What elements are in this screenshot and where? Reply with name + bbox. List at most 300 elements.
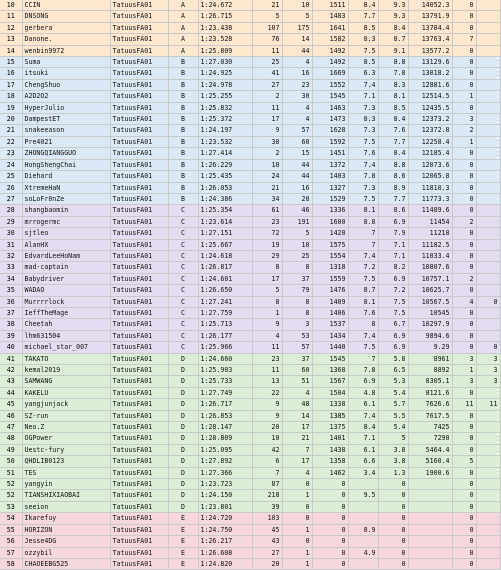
cell-incidents[interactable]: 0 (452, 45, 476, 56)
cell-extra[interactable] (476, 250, 500, 261)
cell-races[interactable]: 0 (282, 501, 312, 512)
cell-car-model[interactable]: TatuusFA01 (110, 45, 168, 56)
cell-group[interactable]: D (168, 387, 198, 398)
cell-driver-name[interactable]: HongShengChai (22, 159, 110, 170)
cell-row-number[interactable]: 30 (0, 228, 22, 239)
cell-car-model[interactable]: TatuusFA01 (110, 148, 168, 159)
cell-races[interactable]: 1 (282, 490, 312, 501)
cell-group[interactable]: D (168, 433, 198, 444)
cell-row-number[interactable]: 11 (0, 11, 22, 22)
cell-row-number[interactable]: 37 (0, 307, 22, 318)
cell-pace[interactable]: 9.3 (378, 11, 408, 22)
cell-rating[interactable]: 1492 (312, 45, 348, 56)
cell-car-model[interactable]: TatuusFA01 (110, 558, 168, 569)
table-row[interactable] (0, 513, 500, 524)
table-row[interactable] (0, 444, 500, 455)
cell-group[interactable]: D (168, 479, 198, 490)
cell-consistency[interactable]: 9.5 (348, 490, 378, 501)
cell-rating[interactable]: 1600 (312, 216, 348, 227)
cell-rating[interactable]: 1592 (312, 136, 348, 147)
cell-score[interactable]: 9894.6 (408, 330, 452, 341)
table-row[interactable] (0, 433, 500, 444)
cell-score[interactable] (408, 524, 452, 535)
cell-rating[interactable]: 1372 (312, 159, 348, 170)
cell-driver-name[interactable]: IeffTheMage (22, 307, 110, 318)
cell-extra[interactable] (476, 410, 500, 421)
cell-races[interactable]: 14 (282, 410, 312, 421)
cell-pace[interactable]: 8.1 (378, 91, 408, 102)
cell-incidents[interactable]: 0 (452, 467, 476, 478)
cell-pace[interactable]: 5.4 (378, 387, 408, 398)
table-row[interactable] (0, 171, 500, 182)
cell-group[interactable]: C (168, 319, 198, 330)
cell-rating[interactable]: 1476 (312, 285, 348, 296)
cell-rating[interactable]: 0 (312, 501, 348, 512)
cell-row-number[interactable]: 48 (0, 433, 22, 444)
cell-car-model[interactable]: TatuusFA01 (110, 136, 168, 147)
cell-incidents[interactable]: 0 (452, 68, 476, 79)
cell-best-lap[interactable]: 1:26.715 (198, 11, 252, 22)
cell-pace[interactable]: 5.7 (378, 399, 408, 410)
cell-best-lap[interactable]: 1:26.650 (198, 285, 252, 296)
table-row[interactable] (0, 410, 500, 421)
cell-extra[interactable] (476, 171, 500, 182)
cell-consistency[interactable]: 6.9 (348, 376, 378, 387)
cell-score[interactable]: 8892 (408, 365, 452, 376)
table-row[interactable] (0, 353, 500, 364)
cell-laps[interactable]: 20 (252, 558, 282, 569)
cell-races[interactable]: 4 (282, 387, 312, 398)
cell-score[interactable]: 10545 (408, 307, 452, 318)
cell-group[interactable]: B (168, 102, 198, 113)
cell-incidents[interactable]: 11 (452, 399, 476, 410)
cell-consistency[interactable]: 7.4 (348, 250, 378, 261)
cell-laps[interactable]: 61 (252, 205, 282, 216)
cell-laps[interactable]: 7 (252, 467, 282, 478)
cell-best-lap[interactable]: 1:26.217 (198, 536, 252, 547)
cell-consistency[interactable]: 4.8 (348, 387, 378, 398)
cell-group[interactable]: E (168, 524, 198, 535)
cell-driver-name[interactable]: yangyin (22, 479, 110, 490)
cell-group[interactable]: B (168, 171, 198, 182)
cell-races[interactable]: 17 (282, 456, 312, 467)
cell-row-number[interactable]: 12 (0, 22, 22, 33)
cell-rating[interactable]: 1409 (312, 296, 348, 307)
cell-laps[interactable]: 23 (252, 353, 282, 364)
cell-car-model[interactable]: TatuusFA01 (110, 456, 168, 467)
cell-car-model[interactable]: TatuusFA01 (110, 387, 168, 398)
cell-rating[interactable]: 1492 (312, 57, 348, 68)
cell-driver-name[interactable]: CHAOEEBG525 (22, 558, 110, 569)
cell-rating[interactable]: 1575 (312, 239, 348, 250)
table-row[interactable] (0, 524, 500, 535)
cell-group[interactable]: C (168, 273, 198, 284)
cell-best-lap[interactable]: 1:25.435 (198, 171, 252, 182)
cell-rating[interactable]: 1463 (312, 102, 348, 113)
cell-extra[interactable] (476, 45, 500, 56)
cell-incidents[interactable]: 0 (452, 558, 476, 569)
cell-rating[interactable]: 1511 (312, 0, 348, 11)
cell-rating[interactable]: 1385 (312, 410, 348, 421)
cell-laps[interactable]: 21 (252, 0, 282, 11)
cell-consistency[interactable] (348, 501, 378, 512)
cell-driver-name[interactable]: Pre4021 (22, 136, 110, 147)
cell-extra[interactable] (476, 319, 500, 330)
cell-best-lap[interactable]: 1:26.817 (198, 262, 252, 273)
cell-extra[interactable]: 3 (476, 376, 500, 387)
cell-incidents[interactable]: 0 (452, 501, 476, 512)
cell-best-lap[interactable]: 1:24.820 (198, 558, 252, 569)
cell-group[interactable]: B (168, 68, 198, 79)
cell-incidents[interactable]: 1 (452, 136, 476, 147)
table-row[interactable] (0, 45, 500, 56)
cell-extra[interactable] (476, 79, 500, 90)
cell-car-model[interactable]: TatuusFA01 (110, 273, 168, 284)
cell-incidents[interactable]: 0 (452, 536, 476, 547)
cell-extra[interactable]: 3 (476, 353, 500, 364)
cell-driver-name[interactable]: Jesse4DG (22, 536, 110, 547)
cell-pace[interactable]: 6.5 (378, 365, 408, 376)
cell-group[interactable]: B (168, 125, 198, 136)
cell-score[interactable]: 11033.4 (408, 250, 452, 261)
cell-consistency[interactable]: 7.3 (348, 125, 378, 136)
cell-laps[interactable]: 10 (252, 433, 282, 444)
cell-row-number[interactable]: 15 (0, 57, 22, 68)
cell-consistency[interactable]: 8.1 (348, 296, 378, 307)
cell-group[interactable]: A (168, 11, 198, 22)
cell-row-number[interactable]: 36 (0, 296, 22, 307)
table-row[interactable] (0, 0, 500, 11)
cell-incidents[interactable]: 0 (452, 171, 476, 182)
cell-pace[interactable]: 6.9 (378, 330, 408, 341)
cell-score[interactable]: 12514.5 (408, 91, 452, 102)
cell-extra[interactable] (476, 22, 500, 33)
cell-laps[interactable]: 20 (252, 422, 282, 433)
table-row[interactable] (0, 102, 500, 113)
cell-driver-name[interactable]: A2D2O2 (22, 91, 110, 102)
cell-pace[interactable]: 3.8 (378, 456, 408, 467)
cell-consistency[interactable] (348, 479, 378, 490)
cell-row-number[interactable]: 56 (0, 536, 22, 547)
table-row[interactable] (0, 159, 500, 170)
cell-consistency[interactable]: 7.5 (348, 273, 378, 284)
cell-row-number[interactable]: 52 (0, 479, 22, 490)
cell-consistency[interactable] (348, 513, 378, 524)
cell-group[interactable]: D (168, 456, 198, 467)
cell-score[interactable]: 11454 (408, 216, 452, 227)
cell-consistency[interactable]: 6.1 (348, 399, 378, 410)
cell-consistency[interactable]: 7.4 (348, 330, 378, 341)
cell-group[interactable]: D (168, 501, 198, 512)
cell-consistency[interactable]: 7.5 (348, 45, 378, 56)
cell-score[interactable]: 13791.9 (408, 11, 452, 22)
cell-incidents[interactable]: 0 (452, 182, 476, 193)
cell-laps[interactable]: 5 (252, 285, 282, 296)
cell-score[interactable]: 5464.4 (408, 444, 452, 455)
cell-driver-name[interactable]: Danone. (22, 34, 110, 45)
cell-races[interactable]: 4 (282, 467, 312, 478)
cell-rating[interactable]: 0 (312, 524, 348, 535)
cell-rating[interactable]: 1406 (312, 307, 348, 318)
cell-incidents[interactable]: 7 (452, 34, 476, 45)
cell-car-model[interactable]: TatuusFA01 (110, 285, 168, 296)
cell-rating[interactable]: 0 (312, 547, 348, 558)
cell-score[interactable] (408, 547, 452, 558)
cell-best-lap[interactable]: 1:27.414 (198, 148, 252, 159)
cell-consistency[interactable]: 8.5 (348, 57, 378, 68)
cell-driver-name[interactable]: SZ-run (22, 410, 110, 421)
cell-rating[interactable]: 1567 (312, 376, 348, 387)
cell-races[interactable]: 23 (282, 79, 312, 90)
cell-incidents[interactable]: 1 (452, 365, 476, 376)
cell-incidents[interactable]: 0 (452, 57, 476, 68)
cell-rating[interactable]: 1628 (312, 125, 348, 136)
cell-pace[interactable]: 7.2 (378, 285, 408, 296)
cell-car-model[interactable]: TatuusFA01 (110, 228, 168, 239)
table-row[interactable] (0, 79, 500, 90)
cell-rating[interactable]: 1336 (312, 205, 348, 216)
cell-consistency[interactable]: 8.3 (348, 114, 378, 125)
cell-best-lap[interactable]: 1:25.713 (198, 319, 252, 330)
cell-laps[interactable]: 76 (252, 34, 282, 45)
table-row[interactable] (0, 250, 500, 261)
cell-driver-name[interactable]: CCIN (22, 0, 110, 11)
cell-laps[interactable]: 9 (252, 410, 282, 421)
cell-extra[interactable] (476, 285, 500, 296)
cell-races[interactable]: 10 (282, 0, 312, 11)
cell-races[interactable]: 46 (282, 205, 312, 216)
cell-best-lap[interactable]: 1:27.241 (198, 296, 252, 307)
table-row[interactable] (0, 319, 500, 330)
cell-rating[interactable]: 1504 (312, 387, 348, 398)
table-row[interactable] (0, 205, 500, 216)
cell-laps[interactable]: 17 (252, 114, 282, 125)
cell-races[interactable]: 3 (282, 319, 312, 330)
cell-extra[interactable] (476, 307, 500, 318)
cell-laps[interactable]: 24 (252, 171, 282, 182)
cell-group[interactable]: B (168, 148, 198, 159)
cell-rating[interactable]: 1401 (312, 433, 348, 444)
cell-pace[interactable]: 8.3 (378, 79, 408, 90)
cell-group[interactable]: C (168, 228, 198, 239)
cell-races[interactable]: 191 (282, 216, 312, 227)
cell-driver-name[interactable]: sjtleo (22, 228, 110, 239)
cell-car-model[interactable]: TatuusFA01 (110, 22, 168, 33)
cell-best-lap[interactable]: 1:23.438 (198, 22, 252, 33)
cell-consistency[interactable]: 7.5 (348, 193, 378, 204)
cell-laps[interactable]: 29 (252, 250, 282, 261)
cell-extra[interactable] (476, 558, 500, 569)
cell-car-model[interactable]: TatuusFA01 (110, 11, 168, 22)
cell-races[interactable]: 4 (282, 57, 312, 68)
cell-extra[interactable] (476, 216, 500, 227)
cell-incidents[interactable]: 0 (452, 193, 476, 204)
cell-row-number[interactable]: 51 (0, 467, 22, 478)
cell-best-lap[interactable]: 1:24.601 (198, 273, 252, 284)
cell-row-number[interactable]: 32 (0, 250, 22, 261)
cell-incidents[interactable]: 0 (452, 330, 476, 341)
cell-driver-name[interactable]: EdvardLeeHoNam (22, 250, 110, 261)
cell-laps[interactable]: 27 (252, 547, 282, 558)
cell-pace[interactable]: 1.3 (378, 467, 408, 478)
cell-laps[interactable]: 19 (252, 239, 282, 250)
cell-laps[interactable]: 5 (252, 11, 282, 22)
cell-pace[interactable]: 7.5 (378, 307, 408, 318)
table-row[interactable] (0, 114, 500, 125)
cell-best-lap[interactable]: 1:24.925 (198, 68, 252, 79)
cell-incidents[interactable]: 0 (452, 250, 476, 261)
cell-group[interactable]: E (168, 536, 198, 547)
cell-car-model[interactable]: TatuusFA01 (110, 422, 168, 433)
cell-laps[interactable]: 23 (252, 216, 282, 227)
cell-extra[interactable] (476, 125, 500, 136)
cell-row-number[interactable]: 19 (0, 102, 22, 113)
cell-incidents[interactable]: 0 (452, 205, 476, 216)
cell-pace[interactable]: 8.6 (378, 171, 408, 182)
cell-car-model[interactable]: TatuusFA01 (110, 524, 168, 535)
cell-score[interactable]: 12372.8 (408, 125, 452, 136)
cell-consistency[interactable]: 7.4 (348, 410, 378, 421)
cell-score[interactable]: 14052.3 (408, 0, 452, 11)
cell-driver-name[interactable]: DampestET (22, 114, 110, 125)
cell-extra[interactable] (476, 433, 500, 444)
cell-best-lap[interactable]: 1:24.386 (198, 193, 252, 204)
cell-driver-name[interactable]: TAKATO (22, 353, 110, 364)
cell-row-number[interactable]: 47 (0, 422, 22, 433)
cell-consistency[interactable]: 7.6 (348, 148, 378, 159)
cell-row-number[interactable]: 49 (0, 444, 22, 455)
table-row[interactable] (0, 467, 500, 478)
cell-consistency[interactable] (348, 536, 378, 547)
cell-row-number[interactable]: 52 (0, 490, 22, 501)
cell-incidents[interactable]: 0 (452, 307, 476, 318)
cell-score[interactable]: 12073.6 (408, 159, 452, 170)
cell-driver-name[interactable]: TES (22, 467, 110, 478)
cell-score[interactable]: 10757.1 (408, 273, 452, 284)
cell-best-lap[interactable]: 1:25.903 (198, 365, 252, 376)
cell-races[interactable]: 37 (282, 273, 312, 284)
cell-group[interactable]: B (168, 193, 198, 204)
cell-best-lap[interactable]: 1:23.528 (198, 34, 252, 45)
cell-car-model[interactable]: TatuusFA01 (110, 0, 168, 11)
cell-row-number[interactable]: 25 (0, 171, 22, 182)
cell-pace[interactable]: 6.7 (378, 319, 408, 330)
cell-extra[interactable] (476, 148, 500, 159)
cell-row-number[interactable]: 14 (0, 45, 22, 56)
cell-consistency[interactable]: 7 (348, 228, 378, 239)
cell-row-number[interactable]: 18 (0, 91, 22, 102)
cell-row-number[interactable]: 16 (0, 68, 22, 79)
cell-row-number[interactable]: 46 (0, 410, 22, 421)
cell-extra[interactable] (476, 524, 500, 535)
table-row[interactable] (0, 182, 500, 193)
cell-driver-name[interactable]: HORIZON (22, 524, 110, 535)
cell-laps[interactable]: 17 (252, 273, 282, 284)
cell-car-model[interactable]: TatuusFA01 (110, 182, 168, 193)
cell-driver-name[interactable]: Murrrrlock (22, 296, 110, 307)
cell-incidents[interactable]: 2 (452, 125, 476, 136)
cell-group[interactable]: D (168, 399, 198, 410)
cell-incidents[interactable]: 0 (452, 228, 476, 239)
cell-driver-name[interactable]: lhm631504 (22, 330, 110, 341)
cell-extra[interactable] (476, 34, 500, 45)
cell-row-number[interactable]: 24 (0, 159, 22, 170)
cell-extra[interactable] (476, 228, 500, 239)
cell-group[interactable]: D (168, 467, 198, 478)
cell-extra[interactable] (476, 456, 500, 467)
cell-group[interactable]: C (168, 239, 198, 250)
cell-driver-name[interactable]: mad-captain (22, 262, 110, 273)
cell-rating[interactable]: 0 (312, 490, 348, 501)
cell-extra[interactable] (476, 444, 500, 455)
cell-rating[interactable]: 1434 (312, 330, 348, 341)
cell-laps[interactable]: 87 (252, 479, 282, 490)
cell-score[interactable] (408, 501, 452, 512)
table-row[interactable] (0, 307, 500, 318)
cell-car-model[interactable]: TatuusFA01 (110, 239, 168, 250)
cell-laps[interactable]: 9 (252, 125, 282, 136)
cell-pace[interactable]: 7.5 (378, 296, 408, 307)
cell-pace[interactable]: 8.9 (378, 182, 408, 193)
cell-score[interactable] (408, 536, 452, 547)
cell-extra[interactable] (476, 262, 500, 273)
cell-rating[interactable]: 1318 (312, 262, 348, 273)
cell-best-lap[interactable]: 1:25.255 (198, 91, 252, 102)
cell-extra[interactable] (476, 273, 500, 284)
cell-car-model[interactable]: TatuusFA01 (110, 444, 168, 455)
cell-car-model[interactable]: TatuusFA01 (110, 319, 168, 330)
cell-best-lap[interactable]: 1:26.717 (198, 399, 252, 410)
cell-incidents[interactable]: 0 (452, 22, 476, 33)
cell-rating[interactable]: 1552 (312, 79, 348, 90)
cell-score[interactable]: 7425 (408, 422, 452, 433)
cell-laps[interactable]: 22 (252, 387, 282, 398)
cell-incidents[interactable]: 0 (452, 11, 476, 22)
cell-consistency[interactable]: 8.4 (348, 422, 378, 433)
table-row[interactable] (0, 456, 500, 467)
cell-laps[interactable]: 72 (252, 228, 282, 239)
cell-laps[interactable]: 8 (252, 296, 282, 307)
cell-incidents[interactable]: 0 (452, 0, 476, 11)
cell-laps[interactable]: 39 (252, 501, 282, 512)
cell-car-model[interactable]: TatuusFA01 (110, 467, 168, 478)
cell-incidents[interactable]: 3 (452, 376, 476, 387)
cell-driver-name[interactable]: Uestc-fury (22, 444, 110, 455)
cell-group[interactable]: D (168, 444, 198, 455)
cell-score[interactable]: 7626.6 (408, 399, 452, 410)
cell-score[interactable]: 8961 (408, 353, 452, 364)
cell-driver-name[interactable]: Suma (22, 57, 110, 68)
cell-races[interactable]: 8 (282, 262, 312, 273)
cell-pace[interactable]: 7.1 (378, 250, 408, 261)
cell-car-model[interactable]: TatuusFA01 (110, 102, 168, 113)
cell-best-lap[interactable]: 1:27.366 (198, 467, 252, 478)
cell-rating[interactable]: 1462 (312, 467, 348, 478)
cell-best-lap[interactable]: 1:25.095 (198, 444, 252, 455)
cell-group[interactable]: D (168, 376, 198, 387)
cell-consistency[interactable]: 7.3 (348, 182, 378, 193)
cell-best-lap[interactable]: 1:25.667 (198, 239, 252, 250)
cell-best-lap[interactable]: 1:27.151 (198, 228, 252, 239)
cell-driver-name[interactable]: wenbin9972 (22, 45, 110, 56)
cell-car-model[interactable]: TatuusFA01 (110, 479, 168, 490)
cell-pace[interactable]: 9.1 (378, 45, 408, 56)
cell-group[interactable]: E (168, 513, 198, 524)
cell-car-model[interactable]: TatuusFA01 (110, 547, 168, 558)
cell-car-model[interactable]: TatuusFA01 (110, 193, 168, 204)
cell-consistency[interactable]: 7.6 (348, 307, 378, 318)
cell-incidents[interactable]: 3 (452, 114, 476, 125)
